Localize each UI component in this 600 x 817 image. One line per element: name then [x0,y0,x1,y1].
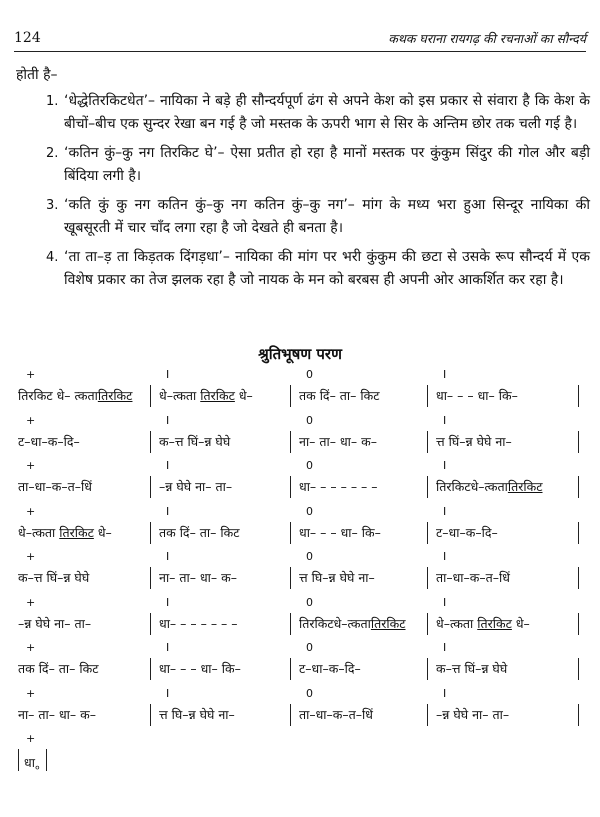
taal-mark: + [26,413,36,427]
vertical-divider [290,522,291,544]
vertical-divider [578,658,579,680]
bol-cell: ना– ता– धा– क– [18,706,96,722]
list-item-number: 1. [46,94,59,109]
list-item-text: ‘कतिन कुं–कु नग तिरकिट घे’– ऐसा प्रतीत हो रहा है मानों मस्तक पर कुंकुम सिंदुर की गोल और बड़ी बिंदिया लगी है। [64,145,590,184]
taal-mark: I [166,641,170,654]
bol-cell: तिरकिटधे–त्कतातिरकिट [436,479,543,494]
list-item [34,246,590,292]
taal-mark: + [26,550,36,563]
page-number: 124 [14,30,41,46]
vertical-divider [578,567,579,589]
vertical-divider [427,567,428,589]
taal-mark: I [443,686,447,700]
bol-cell: धा– – – – – – – [159,615,238,631]
vertical-divider [290,613,291,635]
taal-mark: I [166,413,170,427]
bol-cell: ना– ता– धा– क– [159,570,237,585]
lead-text: होती है– [16,67,58,83]
bol-cell: ता–धा–क–त–धिं [299,706,373,722]
vertical-divider [150,522,151,544]
vertical-divider [290,658,291,680]
bol-cell: धा– – – – – – – [299,479,378,494]
bol-cell: धा– – – धा– कि– [436,388,518,403]
taal-mark: I [443,595,447,609]
vertical-divider [150,613,151,635]
list-item-number: 4. [46,250,59,265]
vertical-divider [427,658,428,680]
vertical-divider [150,476,151,498]
header-rule [14,51,586,52]
bol-cell: –न्न घेघे ना– ता– [18,615,92,631]
vertical-divider [578,522,579,544]
vertical-divider [150,567,151,589]
vertical-divider [290,431,291,453]
vertical-divider [578,613,579,635]
bol-cell: ता–धा–क–त–धिं [436,570,510,585]
taal-mark: I [443,550,447,563]
taal-mark: I [443,413,447,427]
bol-cell: त्त घि–न्न घेघे ना– [159,706,235,722]
taal-mark: + [26,459,36,472]
vertical-divider [427,704,428,726]
taal-mark: 0 [306,368,313,381]
vertical-divider [290,567,291,589]
taal-mark: 0 [306,686,313,700]
taal-mark: I [443,459,447,472]
vertical-divider [427,431,428,453]
bol-cell: क–त्त घिं–न्न घेघे [436,661,508,676]
vertical-divider [578,385,579,407]
bol-cell: ट–धा–क–दि– [299,661,361,676]
bol-cell: तक दिं– ता– किट [18,661,99,676]
vertical-divider [290,476,291,498]
bol-cell: धे–त्कता तिरकिट धे– [18,524,112,540]
list-item-text: ‘धेद्धेतिरकिटधेत’– नायिका ने बड़े ही सौन्दर्यपूर्ण ढंग से अपने केश को इस प्रकार से संवारा है कि केश के बीचों–बीच एक सुन्दर रेखा बन गई है जो मस्तक के ऊपरी भाग से सिर के अन्तिम छोर तक चली गई है। [64,93,590,132]
taal-mark: I [166,550,170,563]
taal-mark: + [26,595,36,609]
numbered-list [34,90,590,298]
bol-cell: धे–त्कता तिरकिट धे– [159,388,253,403]
vertical-divider [427,385,428,407]
vertical-divider [150,385,151,407]
list-item [34,142,590,188]
bol-cell: धा– – – धा– कि– [299,524,381,540]
vertical-divider [46,749,47,771]
taal-mark: I [166,686,170,700]
bol-cell: –न्न घेघे ना– ता– [159,479,233,494]
taal-mark: 0 [306,550,313,563]
taal-mark: 0 [306,595,313,609]
bol-cell: त्त घि–न्न घेघे ना– [299,570,375,585]
taal-mark: 0 [306,459,313,472]
taal-mark: I [443,504,447,518]
vertical-divider [150,658,151,680]
taal-mark: I [166,504,170,518]
taal-mark: I [166,459,170,472]
taal-mark: + [26,686,36,700]
vertical-divider [578,476,579,498]
vertical-divider [427,476,428,498]
vertical-divider [18,749,19,771]
bol-cell: धा– – – धा– कि– [159,661,241,676]
taal-mark: I [166,595,170,609]
vertical-divider [578,704,579,726]
bol-cell: –न्न घेघे ना– ता– [436,706,510,722]
list-item-text: ‘ता ता–ड़ ता किड़तक दिंगड़धा’– नायिका की मांग पर भरी कुंकुम की छटा से उसके रूप सौन्दर्य में एक विशेष प्रकार का तेज झलक रहा है जो नायक के मन को बरबस ही अपनी ओर आकर्शित कर रहा है। [64,249,590,288]
taal-mark: + [26,504,36,518]
vertical-divider [427,613,428,635]
taal-mark: + [26,368,36,381]
vertical-divider [150,431,151,453]
taal-mark: 0 [306,504,313,518]
list-item-number: 2. [46,146,59,161]
bol-cell: क–त्त घिं–न्न घेघे [159,433,231,449]
taal-mark: 0 [306,413,313,427]
taal-mark: I [166,368,170,381]
bol-cell: धे–त्कता तिरकिट धे– [436,615,530,631]
bol-cell: $धा_०$ [24,755,40,774]
bol-cell: तक दिं– ता– किट [159,524,240,540]
vertical-divider [578,431,579,453]
bol-cell: ट–धा–क–दि– [436,524,498,540]
bol-cell: तिरकिटधे–त्कतातिरकिट [299,615,406,631]
bol-cell: ट–धा–क–दि– [18,433,80,449]
taal-mark: I [443,641,447,654]
list-item [34,194,590,240]
list-item [34,90,590,136]
bol-cell: ना– ता– धा– क– [299,433,377,449]
taal-mark: 0 [306,641,313,654]
vertical-divider [290,704,291,726]
running-head: कथक घराना रायगढ़ की रचनाओं का सौन्दर्य [388,31,586,46]
page-header [14,30,586,50]
vertical-divider [150,704,151,726]
bol-cell: तक दिं– ता– किट [299,388,380,403]
bol-cell: ता–धा–क–त–धिं [18,479,92,494]
taal-mark: + [26,732,36,745]
vertical-divider [290,385,291,407]
sam-marker: ० [34,763,40,774]
taal-mark: I [443,368,447,381]
bol-cell: क–त्त घिं–न्न घेघे [18,570,90,585]
vertical-divider [427,522,428,544]
list-item-text: ‘कति कुं कु नग कतिन कुं–कु नग कतिन कुं–कु नग’– मांग के मध्य भरा हुआ सिन्दूर नायिका की खूबसूरती में चार चाँद लगा रहा है जो देखते ही बनता है। [64,197,590,236]
bol-cell: तिरकिट धे– त्कतातिरकिट [18,388,133,403]
bol-cell: त्त घिं–न्न घेघे ना– [436,433,512,449]
list-item-number: 3. [46,198,59,213]
taal-mark: + [26,641,36,654]
section-title: श्रुतिभूषण परण [258,345,342,363]
